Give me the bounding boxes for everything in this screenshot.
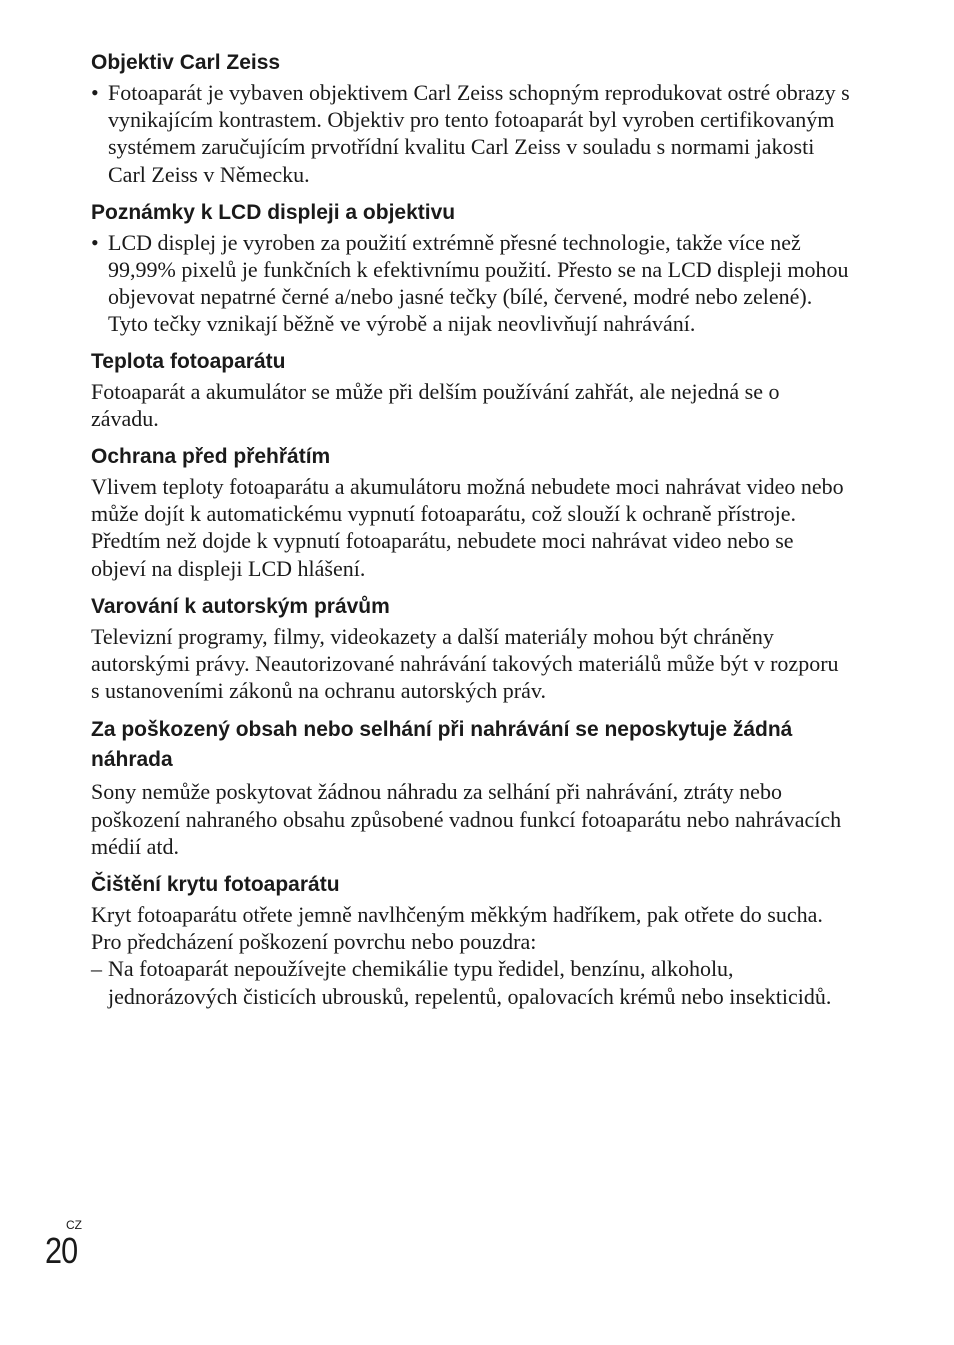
language-code: CZ — [66, 1218, 82, 1232]
dash-marker: – — [91, 956, 102, 982]
dash-item — [91, 955, 851, 1009]
section-heading: Teplota fotoaparátu — [91, 349, 286, 373]
section-heading: Čištění krytu fotoaparátu — [91, 873, 340, 897]
paragraph: Kryt fotoaparátu otřete jemně navlhčeným měkkým hadříkem, pak otřete do sucha. Pro předcházení poškození povrchu nebo pouzdra: — [91, 902, 823, 955]
section-overheat-protection — [91, 443, 851, 582]
section-camera-temperature — [91, 348, 851, 432]
bullet-marker: • — [91, 229, 99, 255]
section-heading: Za poškozený obsah nebo selhání při nahrávání se neposkytuje žádná náhrada — [91, 718, 793, 772]
paragraph: Předtím než dojde k vypnutí fotoaparátu, nebudete moci nahrávat video nebo se objeví na displeji LCD hlášení. — [91, 528, 794, 581]
dash-text: Na fotoaparát nepoužívejte chemikálie typu ředidel, benzínu, alkoholu, jednorázových čisticích ubrousků, repelentů, opalovacích krémů nebo insekticidů. — [108, 956, 832, 1009]
section-heading: Objektiv Carl Zeiss — [91, 51, 281, 74]
paragraph: Vlivem teploty fotoaparátu a akumulátoru možná nebudete moci nahrávat video nebo může dojít k automatickému vypnutí fotoaparátu, což slouží k ochraně přístroje. — [91, 474, 844, 527]
paragraph: Fotoaparát a akumulátor se může při delším používání zahřát, ale nejedná se o závadu. — [91, 378, 780, 431]
paragraph: Sony nemůže poskytovat žádnou náhradu za selhání při nahrávání, ztráty nebo poškození nahraného obsahu způsobené vadnou funkcí fotoaparátu nebo nahrávacích médií atd. — [91, 779, 842, 859]
section-carl-zeiss-lens — [91, 49, 851, 188]
section-heading: Poznámky k LCD displeji a objektivu — [91, 200, 456, 224]
bullet-item — [91, 229, 851, 338]
section-lcd-notes — [91, 199, 851, 338]
paragraph: Televizní programy, filmy, videokazety a další materiály mohou být chráněny autorskými právy. Neautorizované nahrávání takových materiálů může být v rozporu s ustanoveními zákonů na ochranu autorských práv. — [91, 623, 839, 704]
section-heading: Ochrana před přehřátím — [91, 445, 331, 469]
bullet-text: LCD displej je vyroben za použití extrémně přesné technologie, takže více než 99,99% pixelů je funkčních k efektivnímu použití. Přesto se na LCD displeji mohou objevovat nepatrné černé a/nebo jasné tečky (bílé, červené, modré nebo zelené). Tyto tečky vznikají běžně ve výrobě a nijak neovlivňují nahrávání. — [108, 229, 849, 337]
page-content — [91, 49, 851, 1010]
bullet-text: Fotoaparát je vybaven objektivem Carl Zeiss schopným reprodukovat ostré obrazy s vynikajícím kontrastem. Objektiv pro tento fotoaparát byl vyroben certifikovaným systémem zaručujícím prvotřídní kvalitu Carl Zeiss v souladu s normami jakosti Carl Zeiss v Německu. — [108, 80, 850, 187]
page-number: 20 — [45, 1230, 78, 1271]
bullet-item — [91, 79, 851, 188]
section-no-compensation — [91, 715, 851, 860]
bullet-marker: • — [91, 80, 99, 105]
section-copyright-warning — [91, 593, 851, 705]
section-cleaning-camera — [91, 871, 851, 1010]
page-footer — [45, 1218, 83, 1270]
section-heading: Varování k autorským právům — [91, 594, 390, 618]
